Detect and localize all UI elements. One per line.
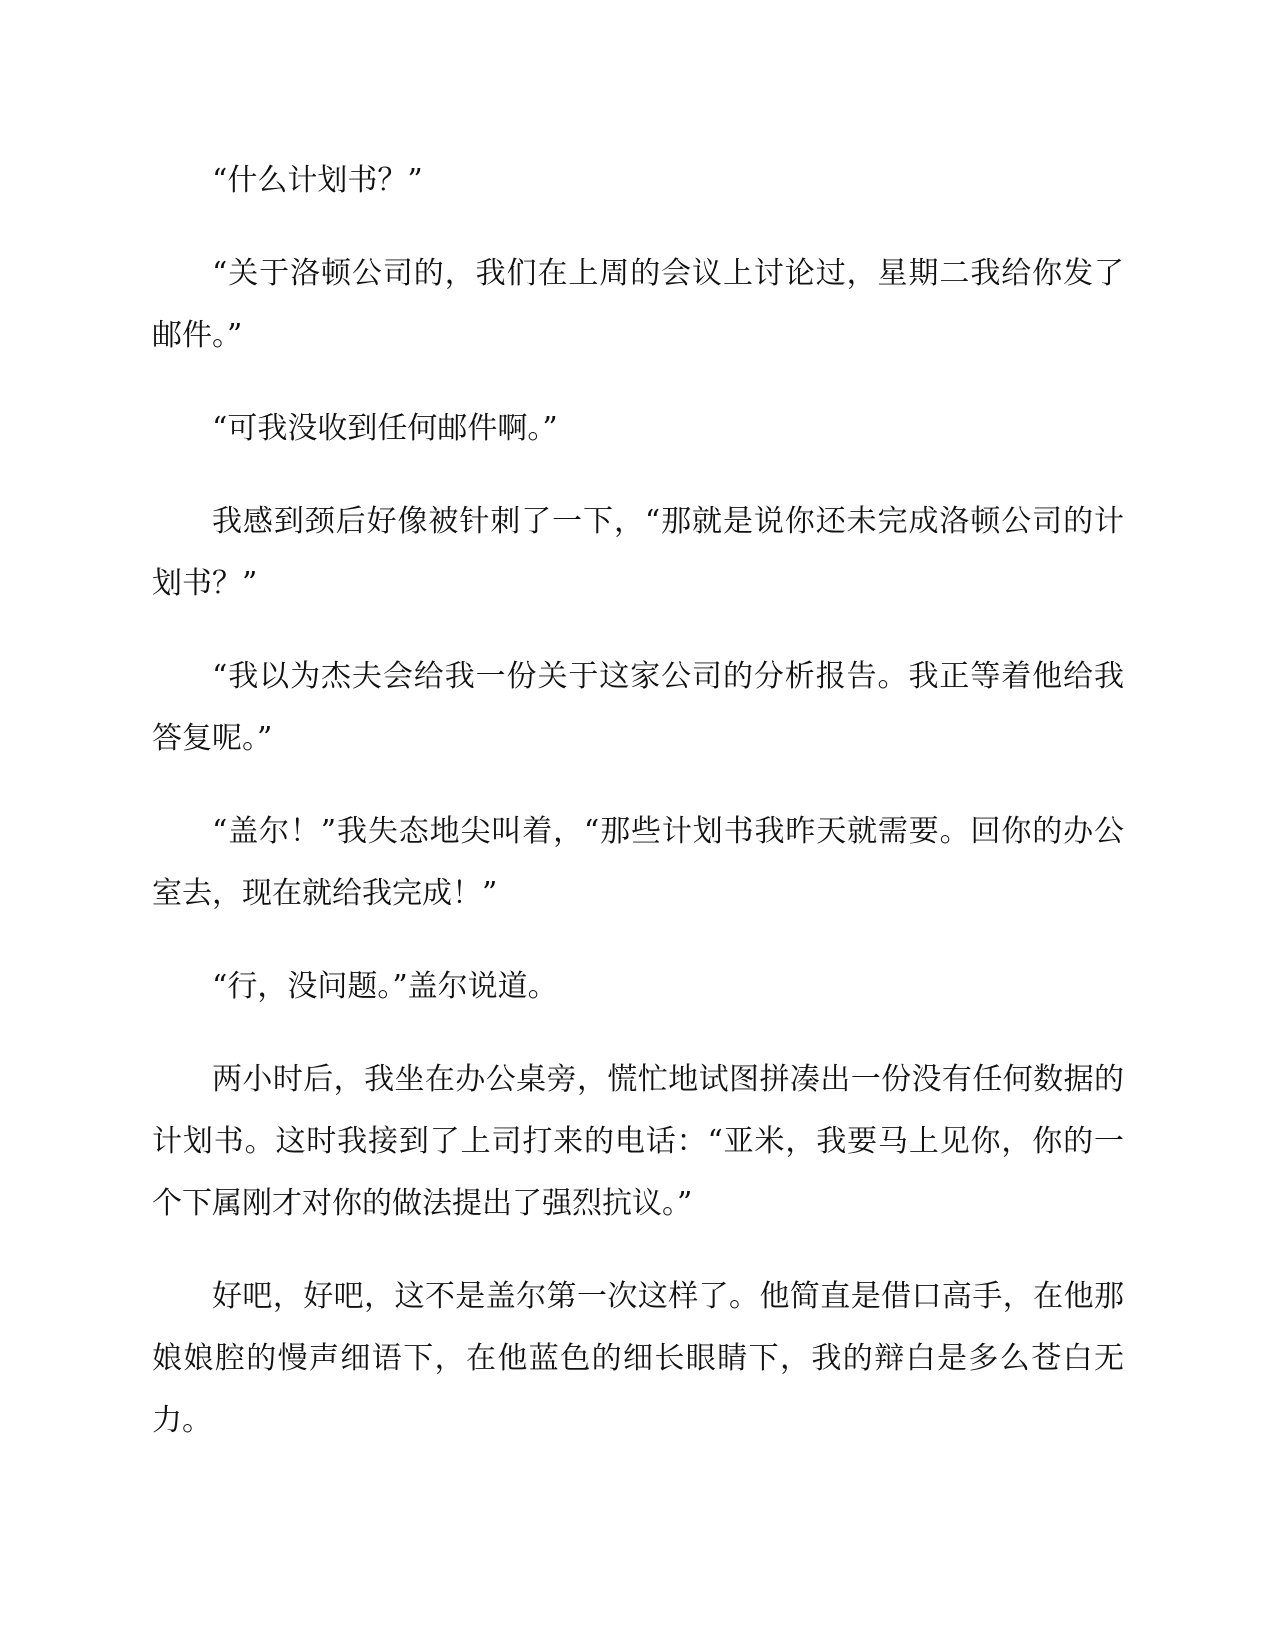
paragraph-9: 好吧，好吧，这不是盖尔第一次这样了。他简直是借口高手，在他那娘娘腔的慢声细语下，在他蓝色的细长眼睛下，我的辩白是多么苍白无力。 [152,1279,1124,1438]
paragraph-2: “关于洛顿公司的，我们在上周的会议上讨论过，星期二我给你发了邮件。” [152,256,1124,353]
paragraph-1: “什么计划书？” [212,163,423,198]
paragraph-4: 我感到颈后好像被针刺了一下，“那就是说你还未完成洛顿公司的计划书？” [152,504,1124,601]
paragraph-6: “盖尔！”我失态地尖叫着，“那些计划书我昨天就需要。回你的办公室去，现在就给我完成！” [152,814,1124,911]
paragraph-8: 两小时后，我坐在办公桌旁，慌忙地试图拼凑出一份没有任何数据的计划书。这时我接到了上司打来的电话：“亚米，我要马上见你，你的一个下属刚才对你的做法提出了强烈抗议。” [152,1062,1124,1221]
paragraph-3: “可我没收到任何邮件啊。” [212,411,558,446]
document-body [152,150,1124,1483]
paragraph-7: “行，没问题。”盖尔说道。 [212,969,558,1004]
paragraph-5: “我以为杰夫会给我一份关于这家公司的分析报告。我正等着他给我答复呢。” [152,659,1124,756]
